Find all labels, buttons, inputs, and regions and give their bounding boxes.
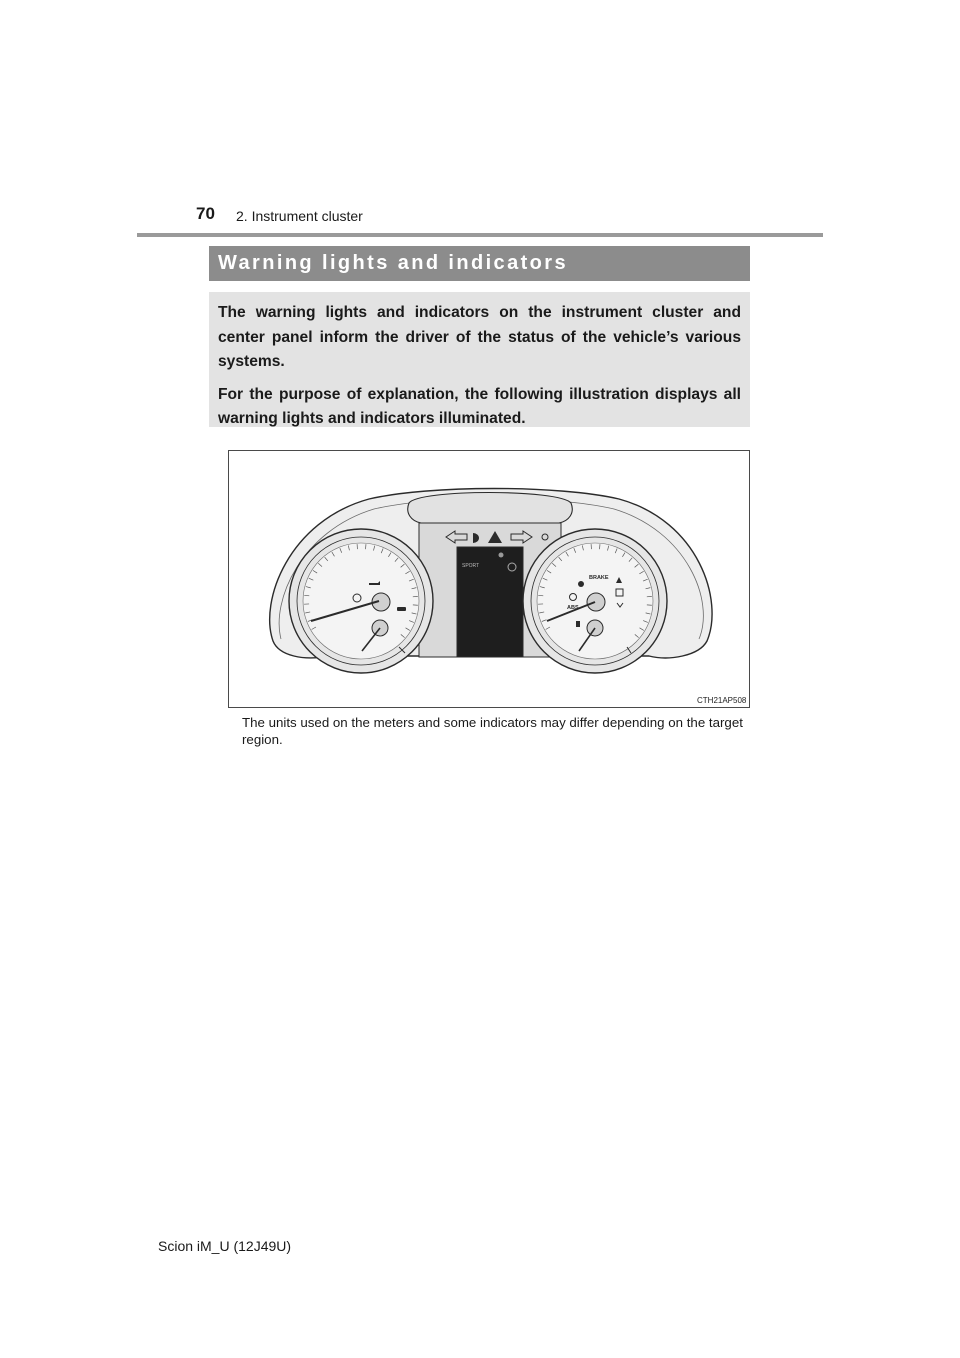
srs-airbag-icon [578, 581, 584, 587]
security-indicator-icon [499, 553, 504, 558]
section-title: Warning lights and indicators [209, 246, 750, 281]
figure-caption: The units used on the meters and some indicators may differ depending on the target region. [242, 715, 743, 747]
page-number: 70 [196, 204, 215, 223]
footer-model: Scion iM_U (12J49U) [158, 1238, 292, 1254]
running-head: 2. Instrument cluster [236, 208, 363, 224]
abs-warning-label: ABS [567, 605, 579, 611]
low-fuel-icon [576, 621, 580, 627]
intro-paragraph-1: The warning lights and indicators on the instrument cluster and center panel inform the driver of the status of the vehicle’s various systems. [218, 304, 741, 370]
tachometer-face [303, 543, 419, 659]
instrument-cluster-figure [228, 450, 750, 708]
cluster-visor [408, 493, 573, 524]
intro-box [209, 292, 750, 427]
eco-indicator-icon [397, 607, 406, 611]
figure-code: CTH21AP508 [697, 696, 747, 705]
header-rule [137, 233, 823, 237]
brake-warning-label: BRAKE [589, 575, 609, 581]
display-sport-label: SPORT [462, 563, 480, 569]
intro-paragraph-2: For the purpose of explanation, the following illustration displays all warning lights and indicators illuminated. [218, 385, 741, 427]
speedometer-hub [587, 593, 605, 611]
instrument-cluster-illustration [229, 451, 749, 707]
